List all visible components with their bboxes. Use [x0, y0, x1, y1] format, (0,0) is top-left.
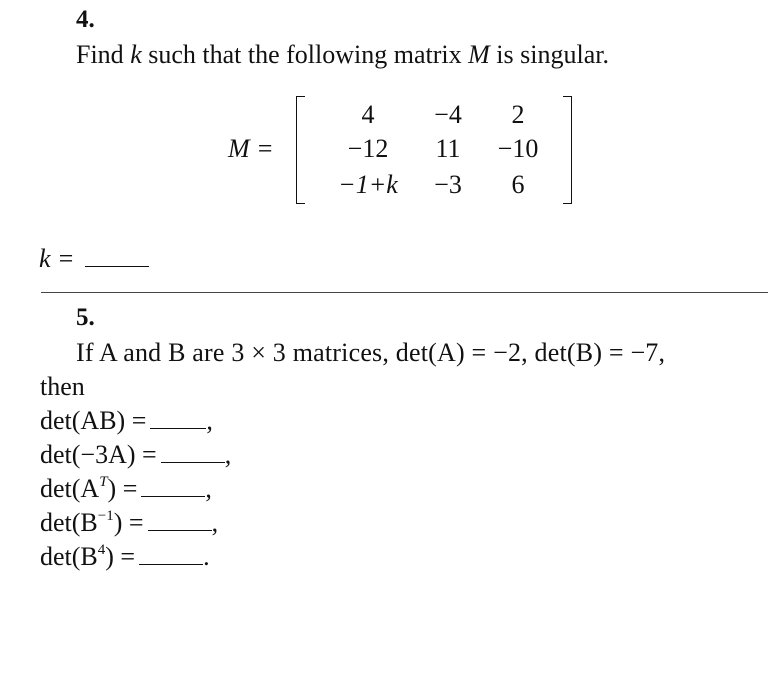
- punctuation: ,: [211, 508, 219, 537]
- det-expression: det(AB) =: [40, 406, 147, 435]
- det-at-blank[interactable]: [141, 496, 205, 497]
- det-neg3a-blank[interactable]: [161, 462, 225, 463]
- answer-k-row: [39, 244, 149, 274]
- det-expression: det(B: [40, 542, 98, 571]
- prompt-text: Find: [76, 40, 131, 69]
- matrix-left-bracket: [296, 96, 305, 204]
- det-neg3a-row: [40, 440, 231, 470]
- det-ab-blank[interactable]: [150, 428, 206, 429]
- matrix-cell: −3: [434, 170, 462, 199]
- det-expression-close: ) =: [113, 508, 144, 537]
- matrix-label: M =: [228, 134, 274, 163]
- matrix-cell: 6: [511, 170, 525, 199]
- question-4-number: 4.: [76, 6, 95, 33]
- det-at-row: [40, 474, 212, 504]
- matrix-cell: −12: [347, 134, 389, 163]
- punctuation: ,: [224, 440, 232, 469]
- variable-m: M: [468, 40, 490, 69]
- det-expression-close: ) =: [105, 542, 136, 571]
- answer-k-label: k =: [39, 244, 75, 273]
- det-expression: det(A: [40, 474, 100, 503]
- matrix-cell: 2: [511, 100, 525, 129]
- matrix-cell: 4: [361, 100, 375, 129]
- question-5-then: then: [40, 372, 85, 401]
- answer-k-blank[interactable]: [85, 266, 149, 267]
- variable-k: k: [130, 40, 142, 69]
- det-expression: det(B: [40, 508, 98, 537]
- det-expression-close: ) =: [107, 474, 138, 503]
- prompt-text: is singular.: [489, 40, 609, 69]
- prompt-text: such that the following matrix: [141, 40, 469, 69]
- matrix-cell: −10: [497, 134, 539, 163]
- det-ab-row: [40, 406, 213, 436]
- punctuation: ,: [206, 406, 213, 435]
- matrix-m: [296, 96, 572, 204]
- question-5-number: 5.: [76, 304, 95, 331]
- punctuation: ,: [205, 474, 212, 503]
- matrix-cell: 11: [435, 134, 461, 163]
- matrix-cell: −4: [434, 100, 462, 129]
- matrix-cell: −1+k: [338, 170, 398, 199]
- section-divider: [41, 292, 768, 293]
- power-superscript: 4: [97, 542, 106, 558]
- inverse-superscript: −1: [97, 508, 114, 524]
- question-5-prompt: If A and B are 3 × 3 matrices, det(A) = −2, det(B) = −7,: [76, 338, 666, 367]
- punctuation: .: [203, 542, 210, 571]
- det-binv-row: [40, 508, 218, 538]
- det-binv-blank[interactable]: [148, 530, 212, 531]
- det-expression: det(−3A) =: [40, 440, 157, 469]
- question-4-prompt: [76, 40, 609, 70]
- det-b4-blank[interactable]: [139, 564, 203, 565]
- matrix-right-bracket: [563, 96, 572, 204]
- transpose-superscript: T: [99, 474, 108, 490]
- det-b4-row: [40, 542, 210, 572]
